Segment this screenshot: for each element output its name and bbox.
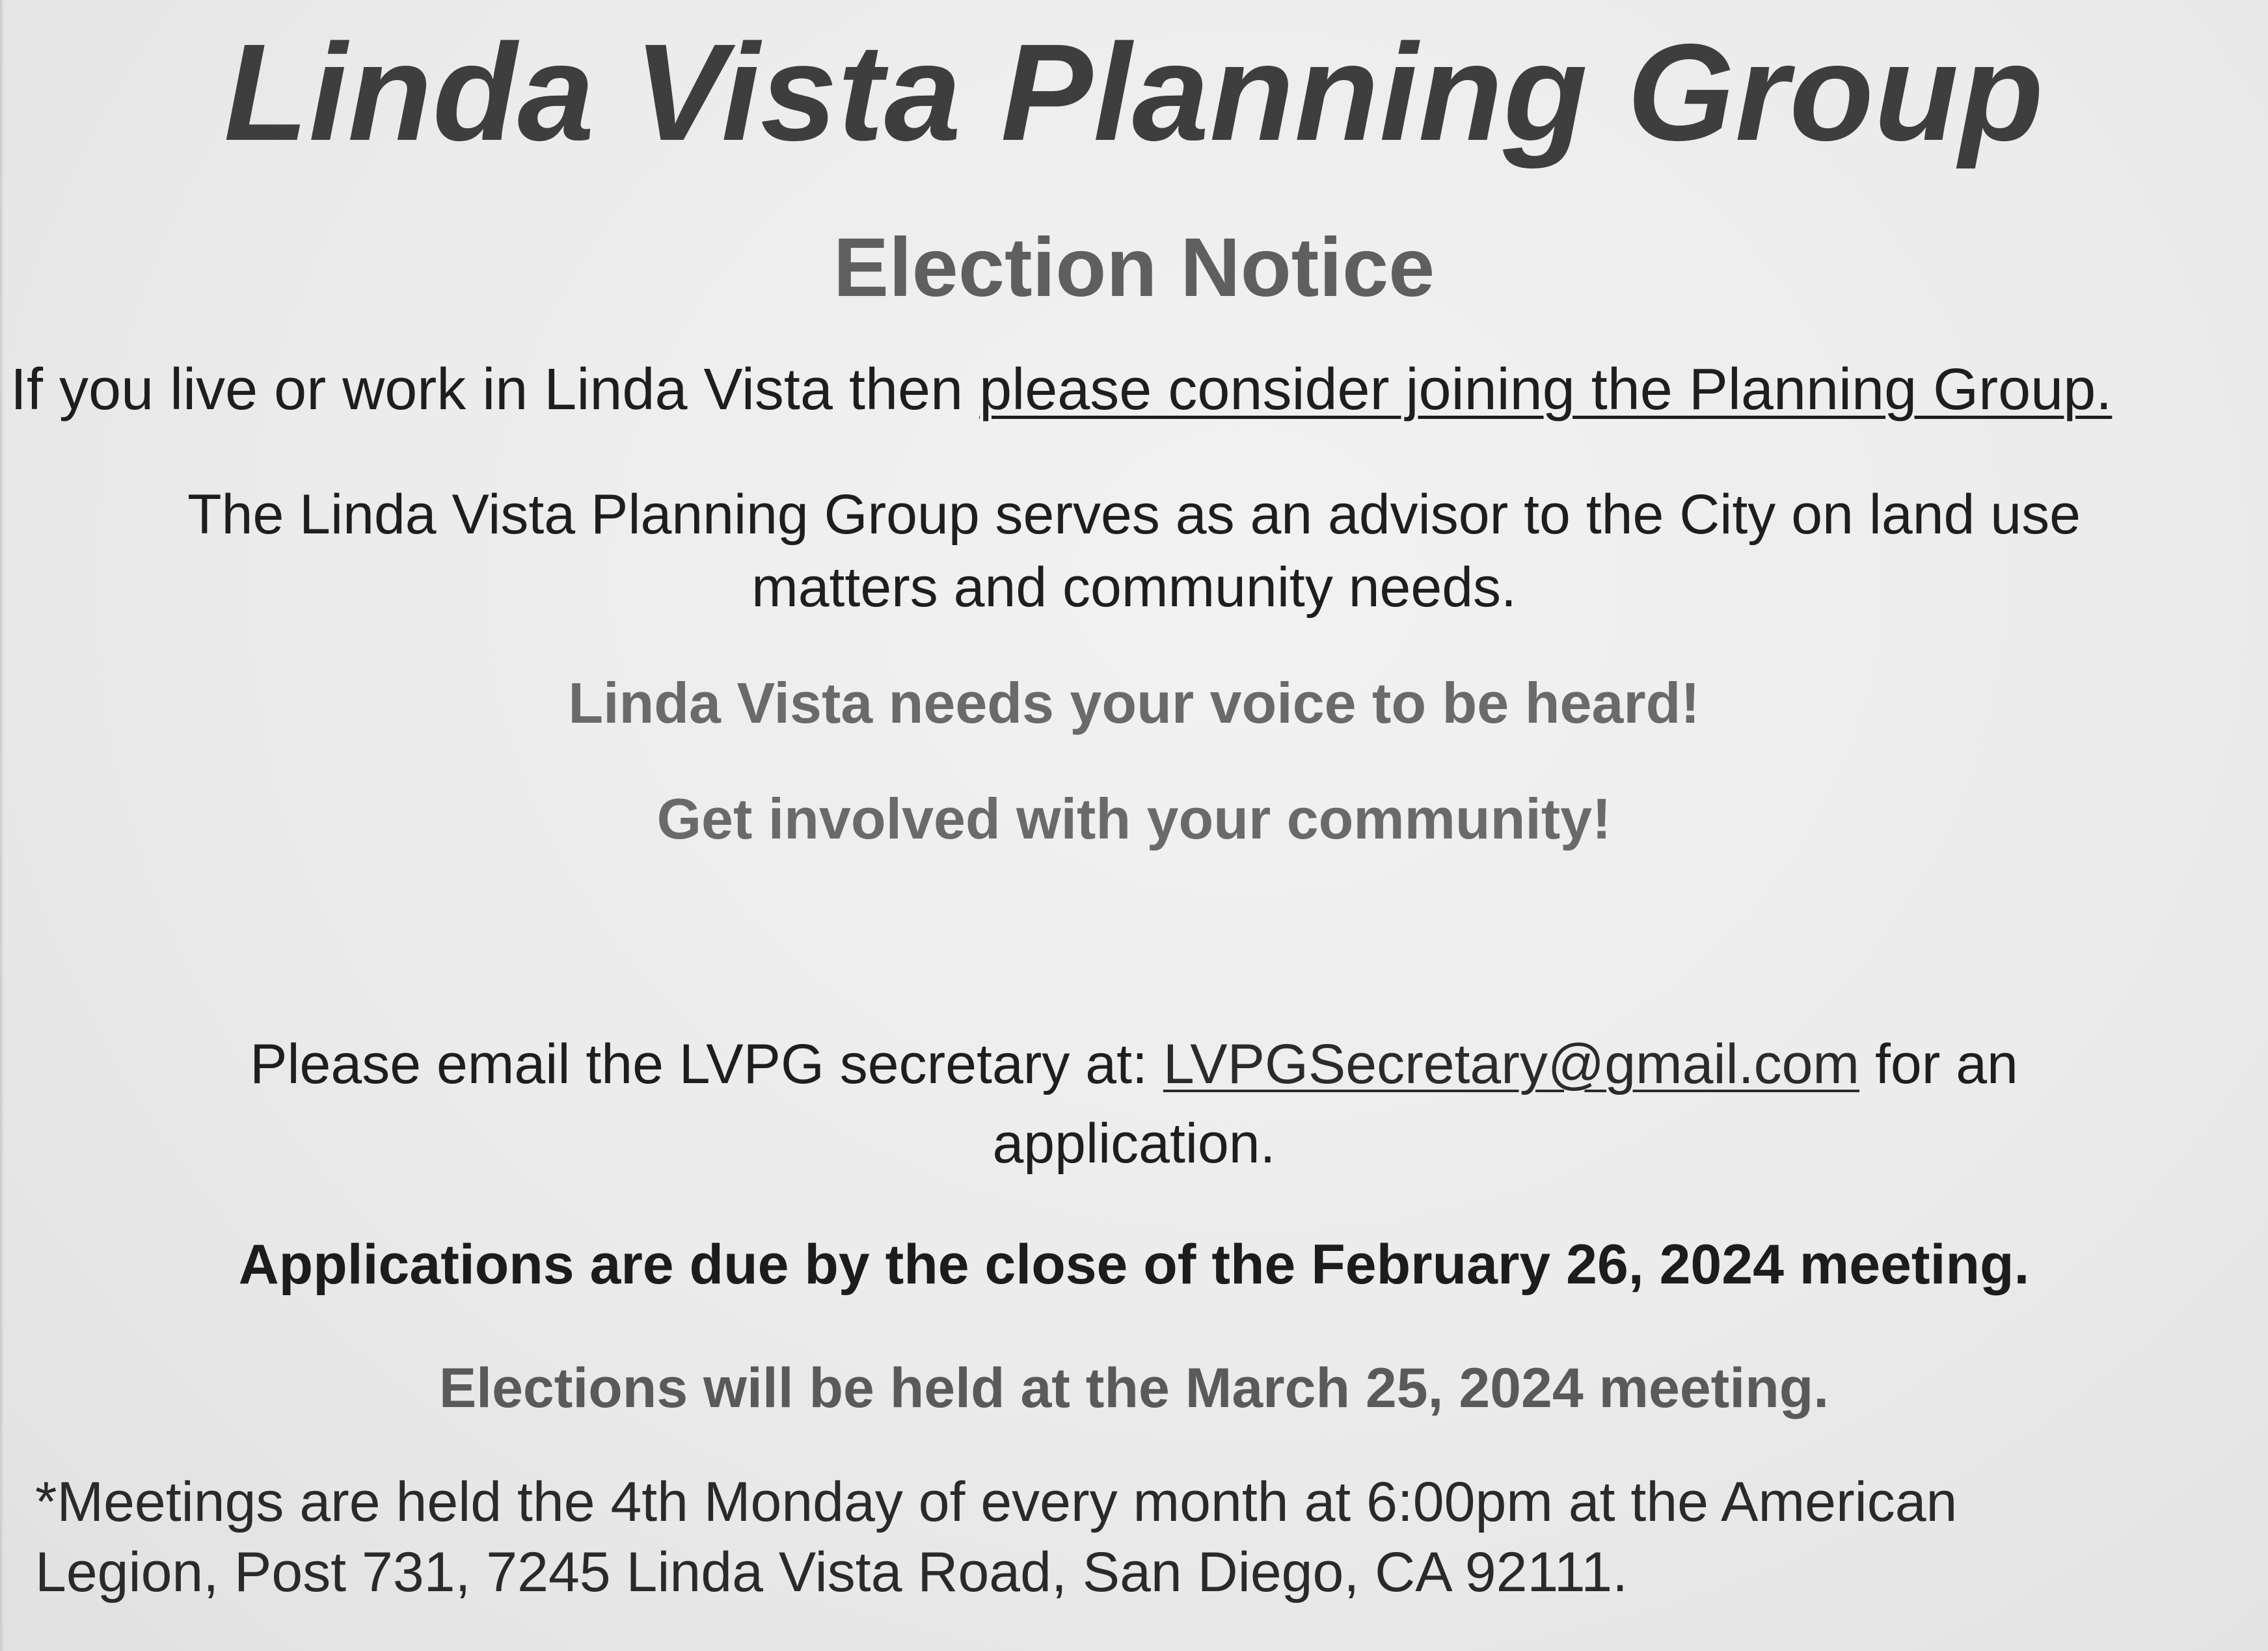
elections-date-notice: Elections will be held at the March 25, 2024 meeting. [439,1357,1829,1419]
intro-text: If you live or work in Linda Vista then [10,357,980,422]
footnote-line-2: Legion, Post 731, 7245 Linda Vista Road, San Diego, CA 92111. [35,1541,1628,1604]
description-line-1: The Linda Vista Planning Group serves as an advisor to the City on land use [187,483,2081,546]
email-line-2: application. [992,1112,1276,1175]
description-line-2: matters and community needs. [751,556,1517,619]
email-suffix: for an [1859,1033,2018,1095]
flyer-title: Linda Vista Planning Group [224,15,2044,169]
involvement-callout: Get involved with your community! [656,786,1612,851]
meeting-footnote [35,1467,1957,1607]
applications-due-notice: Applications are due by the close of the February 26, 2024 meeting. [238,1233,2030,1296]
join-planning-group-text: please consider joining the Planning Group. [979,357,2113,422]
footnote-line-1: *Meetings are held the 4th Monday of every month at 6:00pm at the American [35,1471,1958,1533]
group-description [0,478,2268,624]
notice-heading: Election Notice [833,221,1435,314]
voice-callout: Linda Vista needs your voice to be heard! [568,671,1700,735]
email-instructions [0,1025,2268,1183]
intro-sentence [10,356,2112,423]
secretary-email-link[interactable]: LVPGSecretary@gmail.com [1163,1033,1860,1095]
email-prefix: Please email the LVPG secretary at: [250,1033,1163,1095]
